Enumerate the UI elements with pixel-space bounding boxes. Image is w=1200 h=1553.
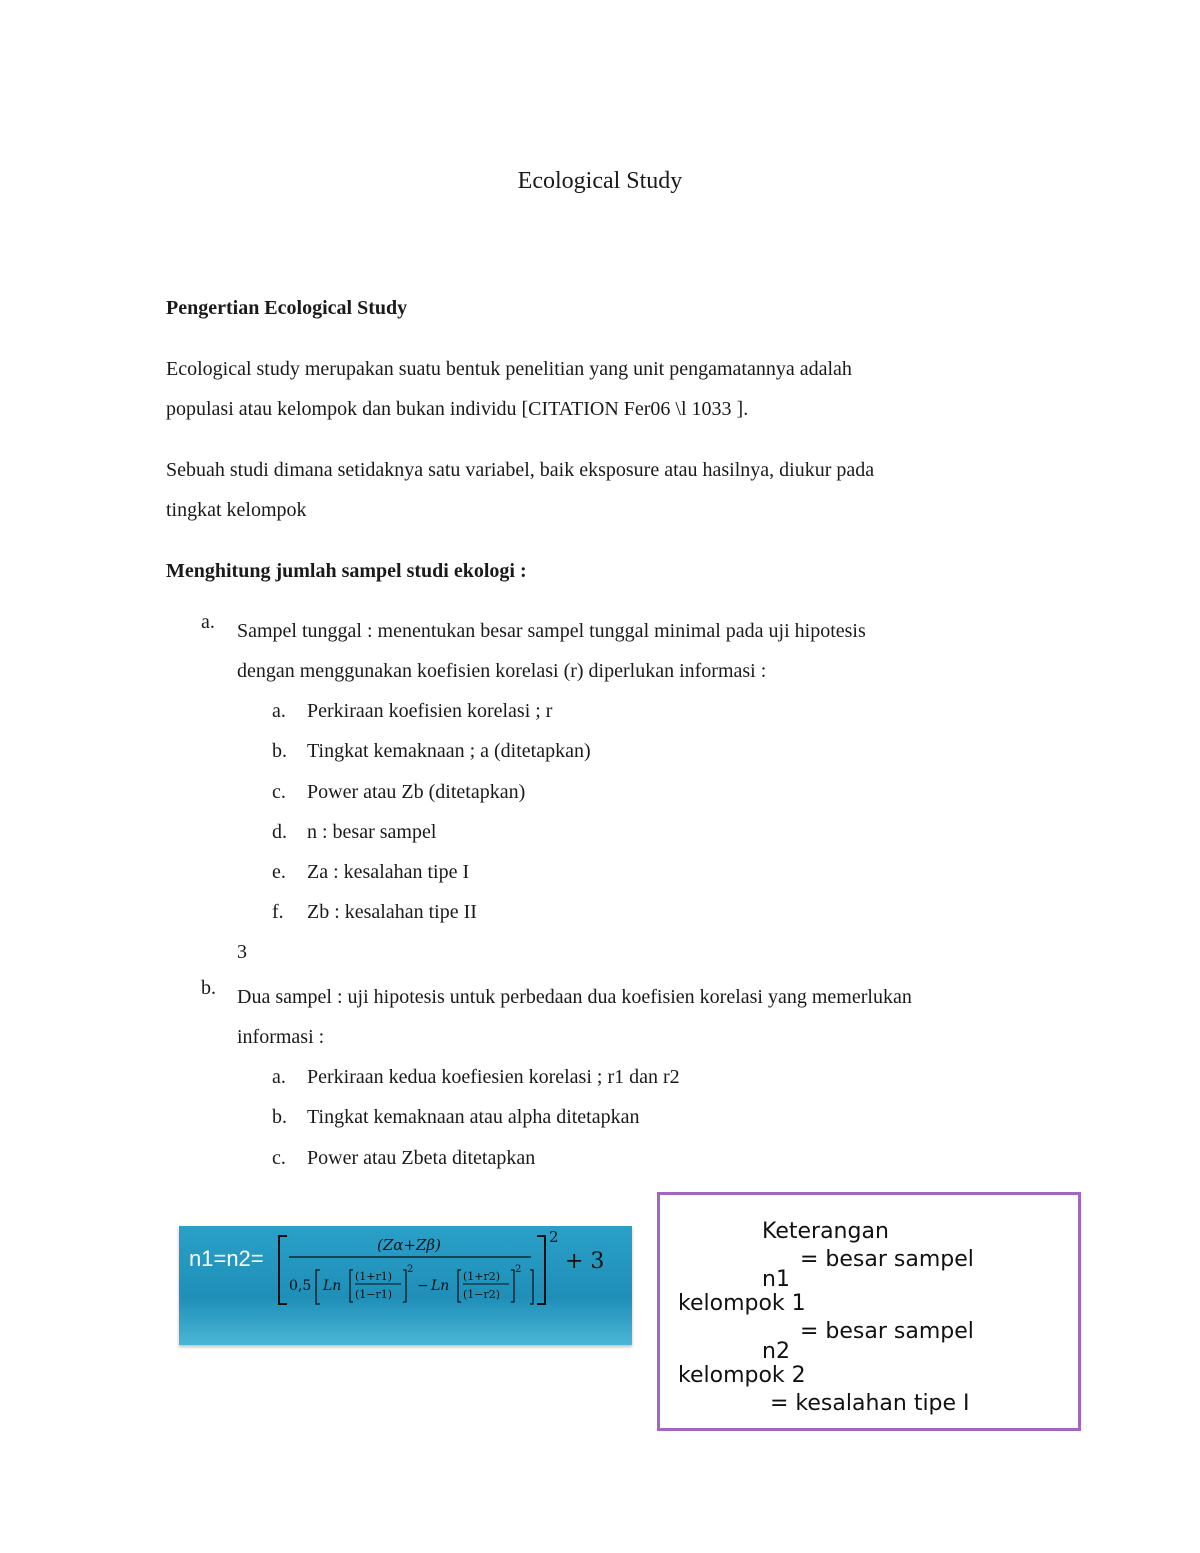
list-marker: c. <box>272 1147 286 1169</box>
formula-ln: Ln <box>431 1278 450 1294</box>
paragraph-line: Ecological study merupakan suatu bentuk penelitian yang unit pengamatannya adalah <box>166 358 852 380</box>
list-item-text: dengan menggunakan koefisien korelasi (r) diperlukan informasi : <box>237 660 767 682</box>
formula-outer-exponent: 2 <box>549 1228 559 1246</box>
paragraph-definition <box>166 349 1046 429</box>
list-item <box>166 732 1066 773</box>
list-marker: c. <box>272 781 286 803</box>
formula-frac2-den: (1−r2) <box>463 1288 501 1301</box>
list-item-text: Tingkat kemaknaan ; a (ditetapkan) <box>307 740 591 762</box>
list-item-text: Power atau Zbeta ditetapkan <box>307 1147 536 1169</box>
bracket-icon <box>316 1270 320 1304</box>
paragraph-description <box>166 450 1046 530</box>
right-bracket-icon <box>537 1236 545 1304</box>
list-marker: b. <box>272 740 287 762</box>
formula-numerator: (Zα+Zβ) <box>377 1236 441 1254</box>
list-item-text: Za : kesalahan tipe I <box>307 861 470 883</box>
list-item-text: Power atau Zb (ditetapkan) <box>307 781 526 803</box>
paragraph-line: populasi atau kelompok dan bukan individu [CITATION Fer06 \l 1033 ]. <box>166 398 749 420</box>
bracket-icon <box>458 1270 461 1302</box>
section-heading-menghitung: Menghitung jumlah sampel studi ekologi : <box>166 560 527 582</box>
keterangan-n2-desc: = besar sampel <box>800 1319 974 1344</box>
formula-exponent: 2 <box>515 1264 522 1275</box>
list-item-text: Zb : kesalahan tipe II <box>307 901 477 923</box>
list-marker: a. <box>272 1066 286 1088</box>
formula-frac1-num: (1+r1) <box>355 1270 393 1283</box>
list-item <box>166 933 1066 973</box>
list-item <box>166 813 1066 853</box>
keterangan-n1-label: n1 <box>762 1267 790 1292</box>
left-bracket-icon <box>279 1236 287 1304</box>
list-item <box>166 1098 1066 1139</box>
sublist-a <box>166 692 1066 973</box>
sublist-b <box>166 1058 1066 1179</box>
list-item <box>166 893 1066 933</box>
list-item-text: Dua sampel : uji hipotesis untuk perbedaan dua koefisien korelasi yang memerlukan <box>237 986 912 1008</box>
formula-exponent: 2 <box>407 1264 414 1275</box>
paragraph-line: tingkat kelompok <box>166 499 307 521</box>
list-marker: d. <box>272 821 287 843</box>
list-marker: f. <box>272 901 284 923</box>
formula-ln: Ln <box>323 1278 342 1294</box>
keterangan-n2-label: n2 <box>762 1339 790 1364</box>
keterangan-za-desc: = kesalahan tipe I <box>770 1391 970 1416</box>
bracket-icon <box>511 1270 514 1302</box>
formula-frac1-den: (1−r1) <box>355 1288 393 1301</box>
list-item <box>166 853 1066 893</box>
list-item-text: Tingkat kemaknaan atau alpha ditetapkan <box>307 1106 640 1128</box>
list-item-text: Perkiraan kedua koefiesien korelasi ; r1 dan r2 <box>307 1066 680 1088</box>
list-item <box>166 1058 1066 1098</box>
list-item <box>166 692 1066 732</box>
formula-coef: 0,5 <box>289 1278 312 1294</box>
section-heading-pengertian: Pengertian Ecological Study <box>166 297 408 319</box>
formula-graphic <box>179 1226 632 1345</box>
formula-frac2-num: (1+r2) <box>463 1270 501 1283</box>
bracket-icon <box>403 1270 406 1302</box>
keterangan-title: Keterangan <box>762 1219 889 1244</box>
keterangan-n1-desc: = besar sampel <box>800 1247 974 1272</box>
bracket-icon <box>350 1270 353 1302</box>
list-item-text: Perkiraan koefisien korelasi ; r <box>307 700 553 722</box>
keterangan-n2-cont: kelompok 2 <box>678 1363 806 1388</box>
list-marker: b. <box>272 1106 287 1128</box>
paragraph-line: Sebuah studi dimana setidaknya satu variabel, baik eksposure atau hasilnya, diukur pada <box>166 459 875 481</box>
list-item-text: n : besar sampel <box>307 821 437 843</box>
keterangan-n1-cont: kelompok 1 <box>678 1291 806 1316</box>
list-item <box>166 773 1066 813</box>
list-marker: a. <box>272 700 286 722</box>
list-item-text: Sampel tunggal : menentukan besar sampel tunggal minimal pada uji hipotesis <box>237 620 866 642</box>
list-marker: b. <box>201 977 216 999</box>
list-item <box>166 1139 1066 1179</box>
keterangan-box <box>657 1192 1081 1431</box>
sample-size-formula <box>179 1226 632 1345</box>
list-item-text: informasi : <box>237 1026 325 1048</box>
list-marker: a. <box>201 611 215 633</box>
formula-minus: − <box>417 1278 429 1294</box>
stray-number: 3 <box>237 941 247 963</box>
list-marker: e. <box>272 861 286 883</box>
bracket-icon <box>530 1270 533 1304</box>
page-title: Ecological Study <box>517 168 683 194</box>
formula-plus-const: + 3 <box>565 1249 605 1274</box>
formula-lhs: n1=n2= <box>189 1246 264 1271</box>
